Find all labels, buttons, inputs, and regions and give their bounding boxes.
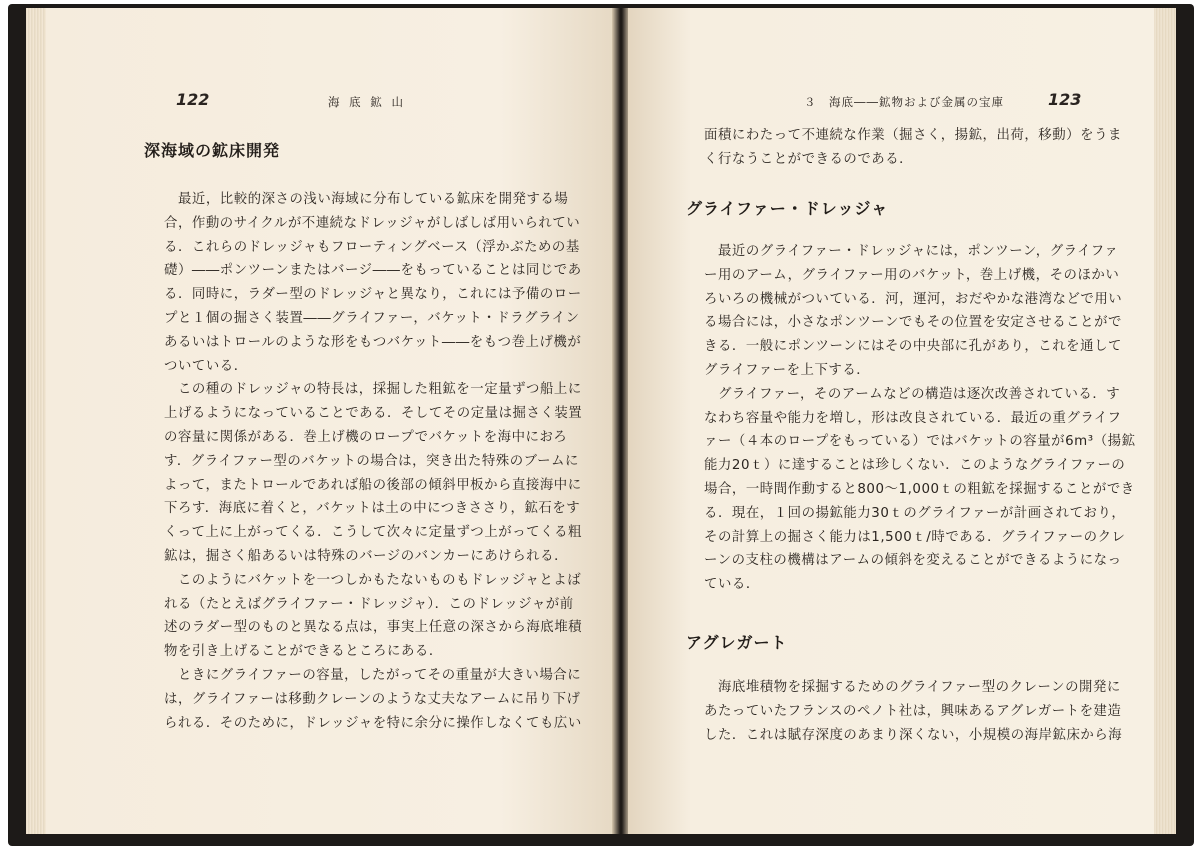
text-line: く行なうことができるのである．: [704, 151, 914, 167]
text-line: る場合には，小さなポンツーンでもその位置を安定させることがで: [704, 315, 1122, 331]
text-line: あたっていたフランスのペノト社は，興味あるアグレガートを建造: [704, 703, 1122, 719]
page-number-left: 122: [176, 90, 210, 109]
text-line: 合，作動のサイクルが不連続なドレッジャがしばしば用いられてい: [164, 215, 581, 231]
text-line: 最近，比較的深さの浅い海域に分布している鉱床を開発する場: [164, 192, 569, 207]
section-heading-aggregate: アグレガート: [686, 633, 788, 652]
text-line: は，グライファーは移動クレーンのような丈夫なアームに吊り下げ: [164, 691, 581, 707]
text-line: 場合，一時間作動すると800～1,000ｔの粗鉱を採掘することができ: [704, 481, 1135, 497]
text-line: ている．: [704, 577, 760, 593]
text-line: グライファーを上下する．: [704, 362, 871, 378]
section-heading-grab-dredger: グライファー・ドレッジャ: [686, 199, 889, 218]
page-edges-left: [26, 8, 48, 834]
text-line: られる．そのために，ドレッジャを特に余分に操作しなくても広い: [164, 715, 582, 731]
text-line: 下ろす．海底に着くと，バケットは土の中につきささり，鉱石をす: [164, 501, 581, 517]
text-line: その計算上の掘さく能力は1,500ｔ/時である．グライファーのクレ: [704, 529, 1126, 545]
text-line: ときにグライファーの容量，したがってその重量が大きい場合に: [164, 667, 582, 683]
text-line: このようにバケットを一つしかもたないものもドレッジャとよば: [164, 572, 582, 588]
text-line: ァー（４本のロープをもっている）ではバケットの容量が6m³（揚鉱: [704, 434, 1136, 450]
text-line: よって，またトロールであれば船の後部の傾斜甲板から直接海中に: [164, 477, 582, 493]
right-intro-text: [704, 124, 1122, 172]
text-line: 述のラダー型のものと異なる点は，事実上任意の深さから海底堆積: [164, 620, 583, 636]
text-line: る．現在，１回の揚鉱能力30ｔのグライファーが計画されており，: [704, 505, 1126, 521]
right-page: [628, 8, 1154, 834]
section-heading-deep-sea: 深海域の鉱床開発: [144, 141, 281, 160]
text-line: プと１個の掘さく装置――グライファー，バケット・ドラグライン: [164, 310, 580, 326]
text-line: 上げるようになっていることである．そしてその定量は掘さく装置: [164, 406, 583, 422]
text-line: この種のドレッジャの特長は，採掘した粗鉱を一定量ずつ船上に: [164, 382, 582, 398]
text-line: グライファー，そのアームなどの構造は逐次改善されている．す: [704, 386, 1121, 402]
text-line: 物を引き上げることができるところにある．: [164, 644, 443, 660]
text-line: る．同時に，ラダー型のドレッジャと異なり，これには予備のロー: [164, 287, 582, 303]
text-line: 能力20ｔ）に達することは珍しくない．このようなグライファーの: [704, 458, 1126, 474]
text-line: ついている．: [164, 358, 248, 374]
text-line: 礎）――ポンツーンまたはバージ――をもっていることは同じであ: [164, 263, 582, 279]
text-line: 最近のグライファー・ドレッジャには，ポンツーン，グライファ: [704, 244, 1119, 259]
left-page: [46, 8, 614, 834]
text-line: る．これらのドレッジャもフローティングベース（浮かぶための基: [164, 239, 580, 255]
running-head-left: 海 底 鉱 山: [328, 95, 406, 109]
text-line: あるいはトロールのような形をもつバケット――をもつ巻上げ機が: [164, 334, 582, 350]
text-line: ー用のアーム，グライファー用のバケット，巻上げ機，そのほかい: [704, 267, 1120, 283]
text-line: くって上に上がってくる．こうして次々に定量ずつ上がってくる粗: [164, 525, 582, 541]
aggregate-body-text: [704, 676, 1122, 747]
text-line: ーンの支柱の機構はアームの傾斜を変えることができるようになっ: [704, 553, 1122, 569]
text-line: す．グライファー型のバケットの場合は，突き出た特殊のブームに: [164, 453, 580, 469]
text-line: ろいろの機械がついている．河，運河，おだやかな港湾などで用い: [704, 291, 1123, 307]
text-line: れる（たとえばグライファー・ドレッジャ）．このドレッジャが前: [164, 596, 574, 612]
text-line: きる．一般にポンツーンにはその中央部に孔があり，これを通して: [704, 339, 1122, 355]
text-line: 面積にわたって不連続な作業（掘さく，揚鉱，出荷，移動）をうま: [704, 128, 1122, 143]
text-line: した．これは賦存深度のあまり深くない，小規模の海岸鉱床から海: [704, 727, 1123, 743]
text-line: の容量に関係がある．巻上げ機のロープでバケットを海中におろ: [164, 429, 568, 445]
text-line: 鉱は，掘さく船あるいは特殊のバージのバンカーにあけられる．: [164, 548, 569, 564]
grab-dredger-body-text: [704, 240, 1136, 597]
page-edges-right: [1152, 8, 1176, 834]
running-head-right: ３ 海底――鉱物および金属の宝庫: [804, 95, 1004, 109]
page-number-right: 123: [1048, 90, 1082, 109]
text-line: なわち容量や能力を増し，形は改良されている．最近の重グライフ: [704, 410, 1122, 426]
text-line: 海底堆積物を採掘するためのグライファー型のクレーンの開発に: [704, 680, 1121, 695]
left-body-text: [164, 188, 582, 735]
